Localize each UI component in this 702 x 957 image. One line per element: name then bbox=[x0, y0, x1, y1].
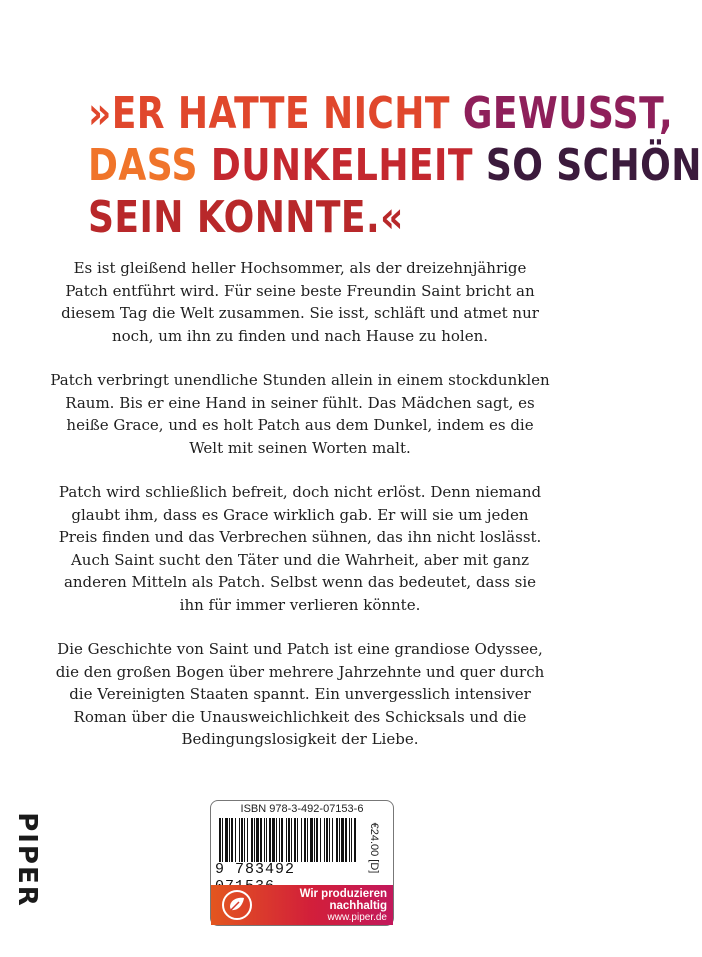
barcode-bar bbox=[297, 818, 298, 862]
blurb-paragraph-3: Patch wird schließlich befreit, doch nicht erlöst. Denn niemand glaubt ihm, dass es Grace wirklich gab. Er will sie um jeden Preis finden und das Verbrechen sühnen, das ihn nicht loslässt. Auch Saint sucht den Täter und die Wahrheit, aber mit ganz anderen Mitteln als Patch. Selbst wenn das bedeutet, dass sie ihn für immer verlieren könnte. bbox=[58, 483, 542, 614]
price-text: €24.00 [D] bbox=[368, 822, 380, 874]
leaf-globe-icon bbox=[221, 889, 253, 921]
barcode-bar bbox=[345, 818, 347, 862]
blurb-paragraph-1: Es ist gleißend heller Hochsommer, als der dreizehnjährige Patch entführt wird. Für seine beste Freundin Saint bricht an diesem Tag die Welt zusammen. Sie isst, schläft und atmet nur noch, um ihn zu finden und nach Hause zu holen. bbox=[61, 259, 539, 345]
price-label bbox=[359, 819, 389, 879]
blurb-paragraph-2: Patch verbringt unendliche Stunden allein in einem stockdunklen Raum. Bis er eine Hand in seiner fühlt. Das Mädchen sagt, es heiße Grace, und es holt Patch aus dem Dunkel, indem es die Welt mit seinen Worten malt. bbox=[50, 371, 550, 457]
publisher-name: PIPER bbox=[12, 812, 42, 908]
barcode-bar bbox=[222, 818, 223, 862]
barcode-bar bbox=[229, 818, 230, 862]
barcode-bar bbox=[336, 818, 338, 862]
barcode-bar bbox=[266, 818, 267, 862]
barcode-bar bbox=[304, 818, 306, 862]
barcode-bar bbox=[251, 818, 253, 862]
barcode-bar bbox=[254, 818, 255, 862]
barcode-bar bbox=[349, 818, 350, 862]
barcode-bar bbox=[260, 818, 262, 862]
barcode-bar bbox=[235, 818, 236, 862]
barcode-bar bbox=[332, 818, 333, 862]
quote-line-2 bbox=[88, 140, 702, 192]
quote-line-3-a: SEIN KONNTE.« bbox=[88, 192, 404, 243]
barcode-bar bbox=[354, 818, 356, 862]
barcode-bar bbox=[320, 818, 321, 862]
barcode-bar bbox=[307, 818, 308, 862]
barcode-bar bbox=[314, 818, 315, 862]
cover-quote bbox=[88, 88, 702, 244]
barcode-bar bbox=[244, 818, 245, 862]
barcode-bar bbox=[301, 818, 302, 862]
barcode-bar bbox=[241, 818, 243, 862]
sustainability-text bbox=[263, 888, 387, 924]
barcode-bar bbox=[281, 818, 283, 862]
barcode-bar bbox=[247, 818, 248, 862]
publisher-url: www.piper.de bbox=[327, 912, 387, 923]
barcode-bar bbox=[264, 818, 265, 862]
barcode-bar bbox=[239, 818, 240, 862]
barcode-bar bbox=[291, 818, 292, 862]
barcode-bar bbox=[219, 818, 221, 862]
barcode-bar bbox=[231, 818, 233, 862]
barcode-bar bbox=[288, 818, 290, 862]
eco-line-1: Wir produzieren bbox=[299, 888, 387, 900]
barcode-bar bbox=[339, 818, 340, 862]
barcode-bar bbox=[256, 818, 259, 862]
barcode-bar bbox=[310, 818, 313, 862]
barcode-bar bbox=[276, 818, 277, 862]
barcode-bar bbox=[286, 818, 287, 862]
quote-line-1 bbox=[88, 88, 674, 140]
quote-line-2-a: DASS bbox=[88, 140, 211, 191]
barcode-bar bbox=[272, 818, 275, 862]
sustainability-banner bbox=[211, 885, 393, 925]
blurb-paragraph-4: Die Geschichte von Saint und Patch ist eine grandiose Odyssee, die den großen Bogen über mehrere Jahrzehnte und quer durch die Vereinigten Staaten spannt. Ein unvergesslich intensiver Roman über die Unausweichlichkeit des Schicksals und die Bedingungslosigkeit der Liebe. bbox=[55, 640, 545, 748]
quote-line-1-b: GEWUSST, bbox=[462, 88, 674, 139]
barcode-bar bbox=[324, 818, 325, 862]
isbn-sticker bbox=[210, 800, 394, 926]
quote-line-2-b: DUNKELHEIT bbox=[210, 140, 486, 191]
barcode-bar bbox=[316, 818, 318, 862]
barcode-digits: 9 783492 bbox=[215, 861, 296, 878]
quote-line-3 bbox=[88, 192, 473, 244]
eco-line-2: nachhaltig bbox=[329, 900, 387, 912]
barcode bbox=[219, 818, 357, 862]
barcode-bar bbox=[341, 818, 344, 862]
blurb-text bbox=[50, 257, 550, 773]
quote-line-1-a: »ER HATTE NICHT bbox=[88, 88, 463, 139]
quote-line-2-c: SO SCHÖN bbox=[485, 140, 702, 191]
barcode-bar bbox=[269, 818, 271, 862]
isbn-number: ISBN 978-3-492-07153-6 bbox=[240, 803, 364, 815]
barcode-bar bbox=[329, 818, 330, 862]
barcode-bar bbox=[225, 818, 228, 862]
barcode-bar bbox=[326, 818, 328, 862]
publisher-logo bbox=[14, 805, 42, 915]
barcode-bar bbox=[279, 818, 280, 862]
barcode-bar bbox=[351, 818, 352, 862]
barcode-bar bbox=[294, 818, 296, 862]
